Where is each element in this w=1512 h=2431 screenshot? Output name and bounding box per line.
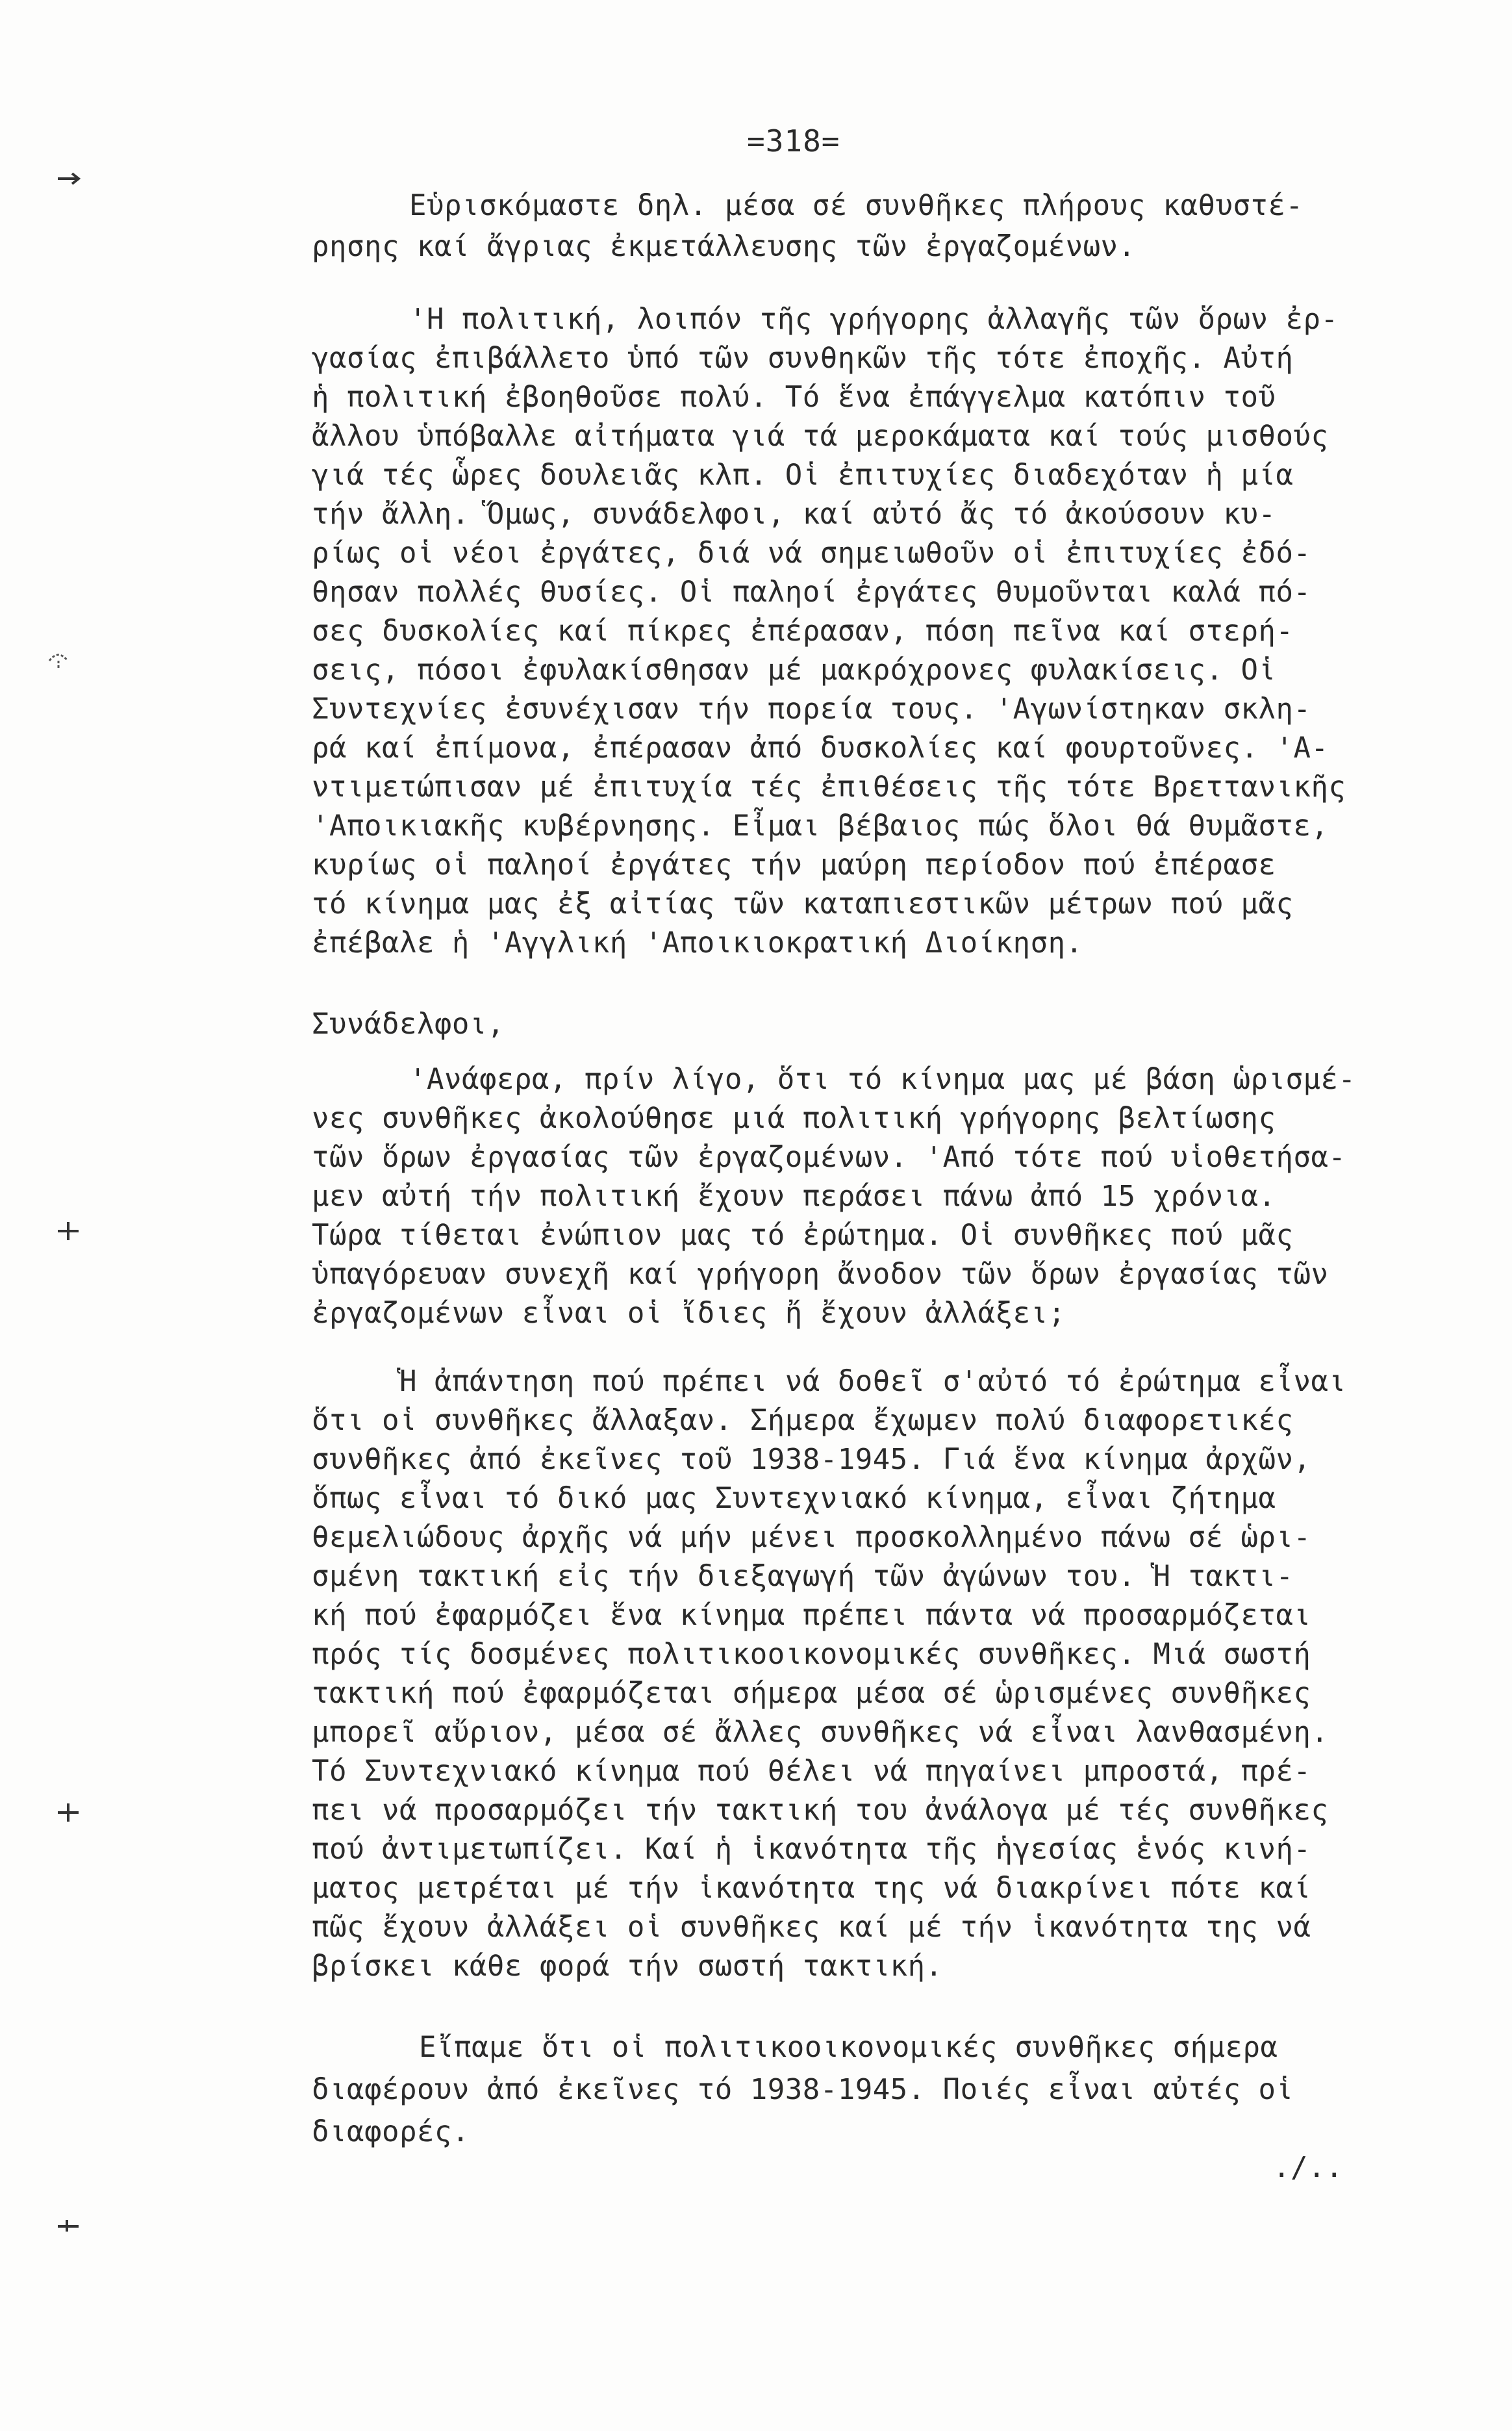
- text-line: Τό Συντεχνιακό κίνημα πού θέλει νά πηγαίνει μπροστά, πρέ-: [312, 1755, 1311, 1788]
- text-line: ματος μετρέται μέ τήν ἱκανότητα της νά διακρίνει πότε καί: [312, 1872, 1311, 1905]
- text-line: Εὑρισκόμαστε δηλ. μέσα σέ συνθῆκες πλήρους καθυστέ-: [409, 189, 1304, 222]
- text-line: κή πού ἐφαρμόζει ἕνα κίνημα πρέπει πάντα νά προσαρμόζεται: [312, 1599, 1311, 1632]
- text-line: ρησης καί ἄγριας ἐκμετάλλευσης τῶν ἐργαζομένων.: [312, 230, 1136, 263]
- text-line: πρός τίς δοσμένες πολιτικοοικονομικές συνθῆκες. Μιά σωστή: [312, 1638, 1311, 1671]
- text-line: τῶν ὅρων ἐργασίας τῶν ἐργαζομένων. 'Από τότε πού υἱοθετήσα-: [312, 1141, 1346, 1174]
- text-line: διαφέρουν ἀπό ἐκεῖνες τό 1938-1945. Ποιές εἶναι αὐτές οἱ: [312, 2073, 1294, 2106]
- text-line: 'Αποικιακῆς κυβέρνησης. Εἶμαι βέβαιος πώς ὅλοι θά θυμᾶστε,: [312, 809, 1329, 843]
- text-line: ὅπως εἶναι τό δικό μας Συντεχνιακό κίνημα, εἶναι ζήτημα: [312, 1482, 1276, 1515]
- text-line: 'Η πολιτική, λοιπόν τῆς γρήγορης ἀλλαγῆς τῶν ὅρων ἐρ-: [409, 303, 1339, 336]
- text-line: Συντεχνίες ἐσυνέχισαν τήν πορεία τους. 'Αγωνίστηκαν σκλη-: [312, 693, 1311, 726]
- text-line: τακτική πού ἐφαρμόζεται σήμερα μέσα σέ ὡρισμένες συνθῆκες: [312, 1677, 1311, 1710]
- text-line: ρίως οἱ νέοι ἐργάτες, διά νά σημειωθοῦν οἱ ἐπιτυχίες ἐδό-: [312, 537, 1311, 570]
- page-number: =318=: [747, 123, 840, 159]
- margin-mark-icon: [55, 2212, 81, 2238]
- margin-mark-icon: [55, 1800, 81, 1826]
- text-line: βρίσκει κάθε φορά τήν σωστή τακτική.: [312, 1950, 943, 1983]
- text-line: μεν αὐτή τήν πολιτική ἔχουν περάσει πάνω ἀπό 15 χρόνια.: [312, 1180, 1276, 1213]
- text-line: πού ἀντιμετωπίζει. Καί ἡ ἱκανότητα τῆς ἡγεσίας ἑνός κινή-: [312, 1833, 1311, 1866]
- text-line: Ἡ ἀπάντηση πού πρέπει νά δοθεῖ σ'αὐτό τό ἐρώτημα εἶναι: [399, 1365, 1346, 1398]
- text-line: Εἴπαμε ὅτι οἱ πολιτικοοικονομικές συνθῆκες σήμερα: [419, 2031, 1278, 2064]
- text-line: Τώρα τίθεται ἐνώπιον μας τό ἐρώτημα. Οἱ συνθῆκες πού μᾶς: [312, 1219, 1294, 1252]
- text-line: Συνάδελφοι,: [312, 1008, 505, 1041]
- text-line: ἐπέβαλε ἡ 'Αγγλική 'Αποικιοκρατική Διοίκηση.: [312, 926, 1083, 960]
- text-line: σεις, πόσοι ἐφυλακίσθησαν μέ μακρόχρονες φυλακίσεις. Οἱ: [312, 654, 1276, 687]
- text-line: πει νά προσαρμόζει τήν τακτική του ἀνάλογα μέ τές συνθῆκες: [312, 1794, 1329, 1827]
- text-line: κυρίως οἱ παληοί ἐργάτες τήν μαύρη περίοδον πού ἐπέρασε: [312, 848, 1276, 882]
- text-line: ἄλλου ὑπόβαλλε αἰτήματα γιά τά μεροκάματα καί τούς μισθούς: [312, 420, 1329, 453]
- text-line: μπορεῖ αὔριον, μέσα σέ ἄλλες συνθῆκες νά εἶναι λανθασμένη.: [312, 1716, 1329, 1749]
- text-line: γιά τές ὧρες δουλειᾶς κλπ. Οἱ ἐπιτυχίες διαδεχόταν ἡ μία: [312, 459, 1294, 492]
- text-line: 'Ανάφερα, πρίν λίγο, ὅτι τό κίνημα μας μέ βάση ὡρισμέ-: [409, 1063, 1356, 1096]
- text-line: σμένη τακτική εἰς τήν διεξαγωγή τῶν ἀγώνων του. Ἡ τακτι-: [312, 1560, 1294, 1593]
- text-line: ὑπαγόρευαν συνεχῆ καί γρήγορη ἄνοδον τῶν ὅρων ἐργασίας τῶν: [312, 1258, 1329, 1291]
- text-line: ντιμετώπισαν μέ ἐπιτυχία τές ἐπιθέσεις τῆς τότε Βρεττανικῆς: [312, 770, 1346, 804]
- margin-mark-icon: [55, 1218, 81, 1244]
- text-line: γασίας ἐπιβάλλετο ὑπό τῶν συνθηκῶν τῆς τότε ἐποχῆς. Αὐτή: [312, 342, 1294, 375]
- text-line: συνθῆκες ἀπό ἐκεῖνες τοῦ 1938-1945. Γιά ἕνα κίνημα ἀρχῶν,: [312, 1443, 1311, 1476]
- text-line: νες συνθῆκες ἀκολούθησε μιά πολιτική γρήγορης βελτίωσης: [312, 1102, 1276, 1135]
- text-line: τήν ἄλλη. Ὅμως, συνάδελφοι, καί αὐτό ἄς τό ἀκούσουν κυ-: [312, 498, 1276, 531]
- text-line: διαφορές.: [312, 2115, 470, 2148]
- margin-mark-icon: [55, 166, 81, 192]
- text-line: θησαν πολλές θυσίες. Οἱ παληοί ἐργάτες θυμοῦνται καλά πό-: [312, 576, 1311, 609]
- text-line: ἐργαζομένων εἶναι οἱ ἴδιες ἤ ἔχουν ἀλλάξει;: [312, 1297, 1066, 1330]
- text-line: ὅτι οἱ συνθῆκες ἄλλαξαν. Σήμερα ἔχωμεν πολύ διαφορετικές: [312, 1404, 1294, 1437]
- continuation-mark: ./..: [1273, 2151, 1343, 2184]
- text-line: ἡ πολιτική ἐβοηθοῦσε πολύ. Τό ἕνα ἐπάγγελμα κατόπιν τοῦ: [312, 381, 1276, 414]
- text-line: πῶς ἔχουν ἀλλάξει οἱ συνθῆκες καί μέ τήν ἱκανότητα της νά: [312, 1911, 1311, 1944]
- text-line: θεμελιώδους ἀρχῆς νά μήν μένει προσκολλημένο πάνω σέ ὡρι-: [312, 1521, 1311, 1554]
- text-line: τό κίνημα μας ἐξ αἰτίας τῶν καταπιεστικῶν μέτρων πού μᾶς: [312, 887, 1294, 921]
- margin-mark-icon: [45, 646, 71, 672]
- text-line: σες δυσκολίες καί πίκρες ἐπέρασαν, πόση πεῖνα καί στερή-: [312, 615, 1294, 648]
- text-line: ρά καί ἐπίμονα, ἐπέρασαν ἀπό δυσκολίες καί φουρτοῦνες. 'Α-: [312, 732, 1329, 765]
